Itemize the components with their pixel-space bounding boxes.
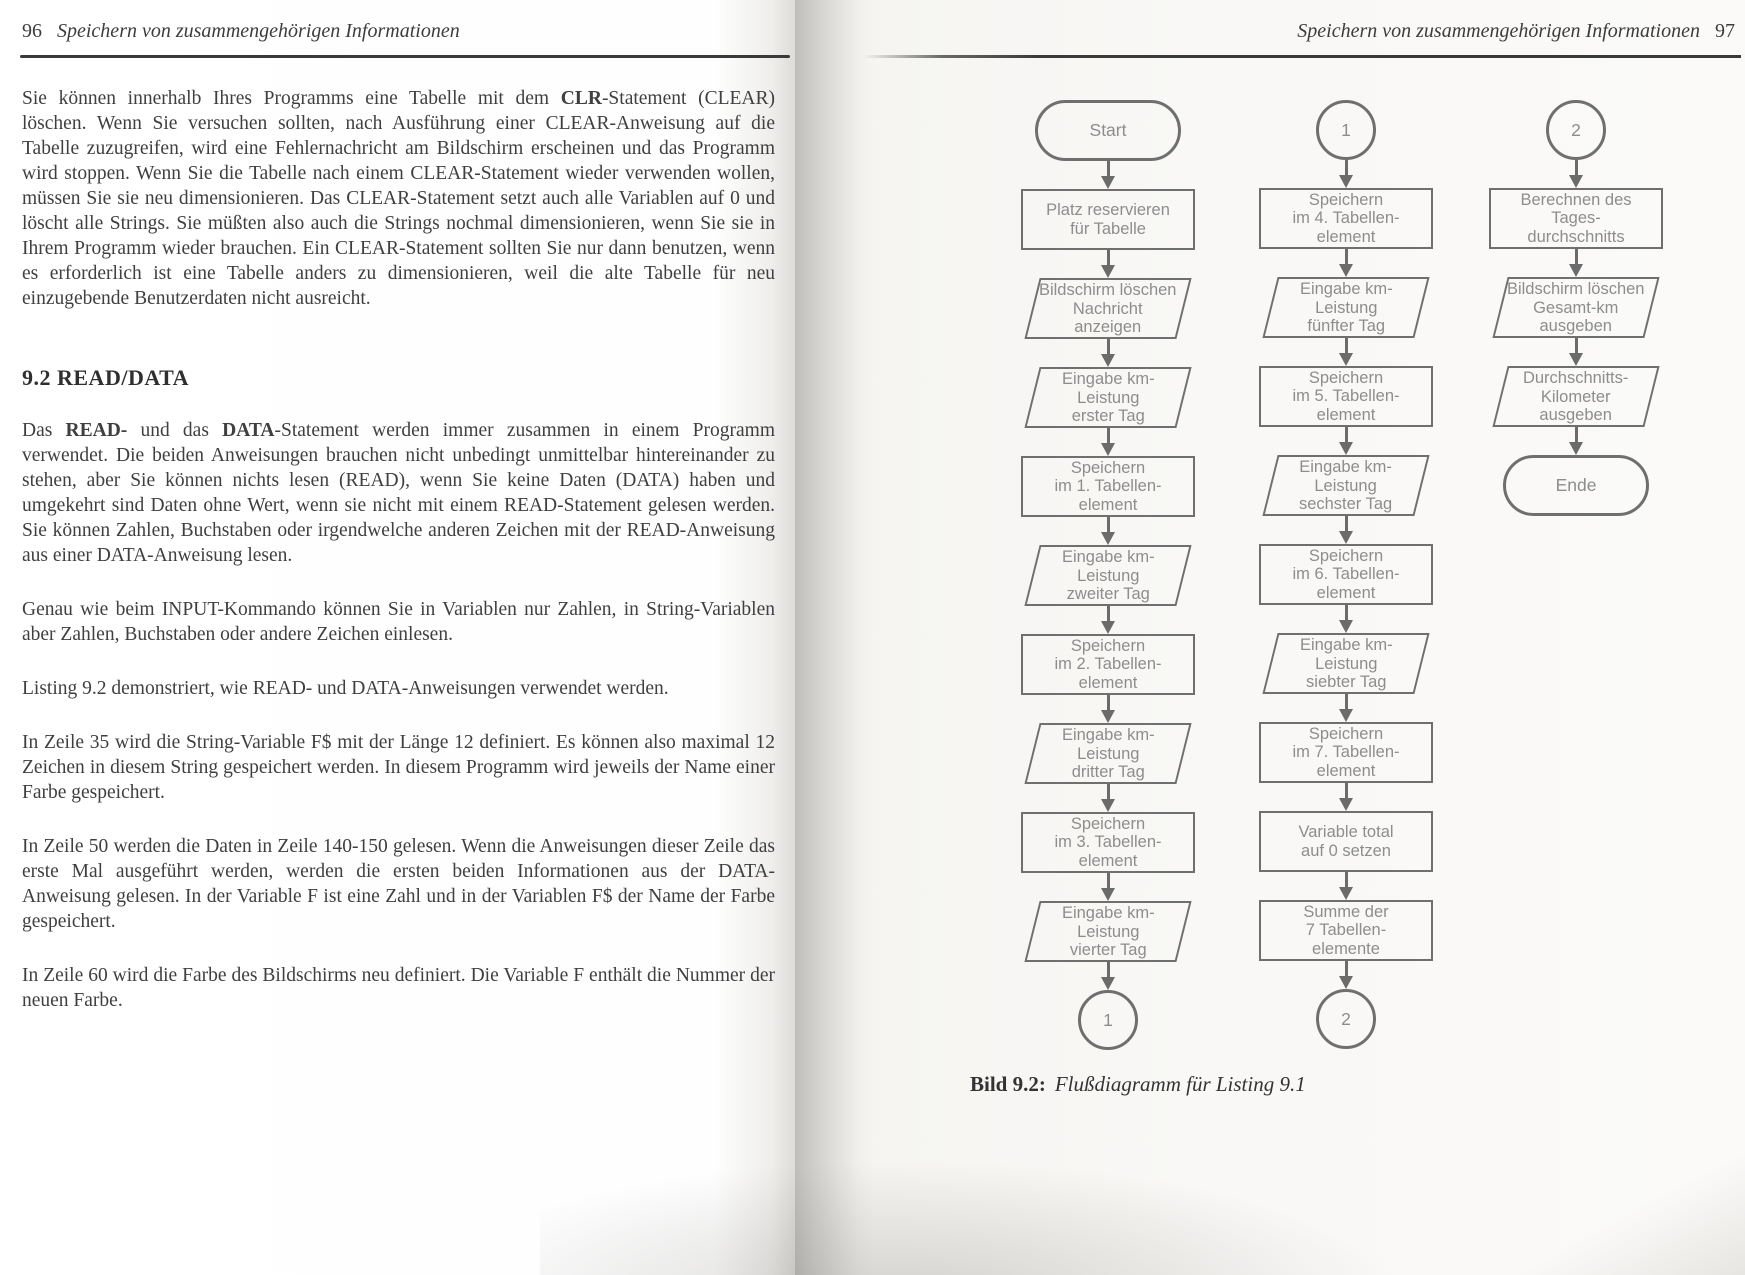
paragraph: In Zeile 50 werden die Daten in Zeile 140-150 gelesen. Wenn die Anweisungen dieser Zeile das erste Mal ausgeführt werden, werden die ersten beiden Informationen aus der DATA-Anweisung gelesen. In der Variable F ist eine Zahl und in der Variablen F$ der Name der Farbe gespeichert. (22, 836, 775, 932)
flowchart-node-process (1021, 634, 1195, 695)
down-arrow-icon (1338, 694, 1354, 722)
header-rule-left (20, 55, 790, 58)
page-number-right: 97 (1715, 20, 1735, 42)
down-arrow-icon (1568, 338, 1584, 366)
flowchart-column-1 (1018, 100, 1198, 1050)
flowchart-node-label: Berechnen des Tages- durchschnitts (1520, 190, 1632, 246)
paragraph: In Zeile 60 wird die Farbe des Bildschirms neu definiert. Die Variable F enthält die Nummer der neuen Farbe. (22, 965, 775, 1011)
down-arrow-icon (1568, 427, 1584, 455)
paragraph: In Zeile 35 wird die String-Variable F$ mit der Länge 12 definiert. Es können also maximal 12 Zeichen in diesem String gespeichert werden. In diesem Programm wird jeweils der Name einer Farbe gespeichert. (22, 732, 775, 803)
down-arrow-icon (1100, 873, 1116, 901)
down-arrow-icon (1338, 338, 1354, 366)
page-right (875, 0, 1745, 1275)
body-text-column (22, 86, 775, 1013)
flowchart-node-label: Speichern im 1. Tabellen- element (1054, 458, 1162, 514)
flowchart-node-connector (1078, 990, 1138, 1050)
flowchart-node-label: Eingabe km- Leistung sechster Tag (1299, 457, 1393, 513)
flowchart-node-label: Speichern im 3. Tabellen- element (1054, 814, 1162, 870)
flowchart-node-process (1259, 811, 1433, 872)
down-arrow-icon (1338, 872, 1354, 900)
down-arrow-icon (1338, 427, 1354, 455)
running-title-left: Speichern von zusammengehörigen Informationen (57, 20, 460, 42)
flowchart-node-io (1024, 545, 1191, 606)
flowchart-node-label: Eingabe km- Leistung erster Tag (1061, 369, 1155, 425)
paragraph: Das READ- und das DATA-Statement werden immer zusammen in einem Programm verwendet. Die beiden Anweisungen brauchen nicht unbedingt unmittelbar hintereinander zu stehen, aber Sie können nichts lesen (READ), wenn Sie keine Daten (DATA) haben und umgekehrt sind Daten ohne Wert, wenn sie nicht mit einem READ-Statement gelesen werden. Sie können Zahlen, Buchstaben oder irgendwelche anderen Zeichen mit der READ-Anweisung aus einer DATA-Anweisung lesen. (22, 420, 775, 566)
flowchart-column-2 (1256, 100, 1436, 1049)
flowchart-node-label: 1 (1341, 119, 1351, 140)
flowchart-node-label: 2 (1571, 119, 1581, 140)
flowchart-node-io (1024, 367, 1191, 428)
flowchart-node-label: Eingabe km- Leistung siebter Tag (1299, 635, 1393, 691)
down-arrow-icon (1100, 161, 1116, 189)
flowchart-node-label: Bildschirm löschen Nachricht anzeigen (1039, 280, 1177, 336)
flowchart-node-io (1024, 723, 1191, 784)
flowchart-node-label: Speichern im 6. Tabellen- element (1292, 546, 1400, 602)
flowchart-node-process (1259, 544, 1433, 605)
flowchart-node-label: Bildschirm löschen Gesamt-km ausgeben (1507, 279, 1645, 335)
flowchart-node-io (1492, 277, 1659, 338)
figure-caption-label: Bild 9.2: (970, 1072, 1046, 1096)
flowchart-node-process (1021, 812, 1195, 873)
flowchart-node-terminator (1503, 455, 1649, 516)
flowchart-node-io (1262, 633, 1429, 694)
flowchart-node-label: Ende (1555, 475, 1597, 496)
flowchart-node-label: Platz reservieren für Tabelle (1046, 201, 1170, 238)
down-arrow-icon (1338, 783, 1354, 811)
down-arrow-icon (1100, 784, 1116, 812)
flowchart-node-io (1262, 277, 1429, 338)
down-arrow-icon (1338, 249, 1354, 277)
flowchart-node-io (1024, 278, 1191, 339)
flowchart-node-label: Durchschnitts- Kilometer ausgeben (1523, 368, 1629, 424)
flowchart-node-io (1024, 901, 1191, 962)
page-left (0, 0, 795, 1275)
flowchart-node-label: Speichern im 7. Tabellen- element (1292, 724, 1400, 780)
flowchart-node-label: Eingabe km- Leistung fünfter Tag (1299, 279, 1393, 335)
down-arrow-icon (1100, 962, 1116, 990)
paragraph: Sie können innerhalb Ihres Programms eine Tabelle mit dem CLR-Statement (CLEAR) löschen. Wenn Sie versuchen sollten, nach Ausführung einer CLEAR-Anweisung auf die Tabelle zuzugreifen, wird eine Fehlernachricht am Bildschirm erscheinen und das Programm wird stoppen. Wenn Sie die Tabelle nach einem CLEAR-Statement wieder verwenden wollen, müssen Sie sie neu dimensionieren. Das CLEAR-Statement setzt auch alle Variablen auf 0 und löscht alle Strings. Sie müßten also auch die Strings nochmal dimensionieren, wenn Sie sie in Ihrem Programm wieder brauchen. Ein CLEAR-Statement sollten Sie nur dann benutzen, wenn es erforderlich ist eine Tabelle anders zu dimensionieren, weil die alte Tabelle für neu einzugebende Benutzerdaten nicht ausreicht. (22, 88, 775, 309)
down-arrow-icon (1100, 250, 1116, 278)
down-arrow-icon (1338, 605, 1354, 633)
flowchart-node-label: Eingabe km- Leistung dritter Tag (1061, 725, 1155, 781)
flowchart-column-3 (1486, 100, 1666, 516)
flowchart-node-label: Speichern im 4. Tabellen- element (1292, 190, 1400, 246)
flowchart-node-label: Start (1089, 120, 1127, 141)
down-arrow-icon (1568, 160, 1584, 188)
down-arrow-icon (1100, 517, 1116, 545)
flowchart-node-label: Eingabe km- Leistung zweiter Tag (1061, 547, 1155, 603)
down-arrow-icon (1100, 428, 1116, 456)
running-head-right (1297, 20, 1735, 43)
flowchart-node-connector (1546, 100, 1606, 160)
down-arrow-icon (1100, 339, 1116, 367)
flowchart-node-label: 1 (1103, 1009, 1113, 1030)
flowchart-node-process (1021, 189, 1195, 250)
running-title-right: Speichern von zusammengehörigen Informationen (1297, 20, 1700, 42)
flowchart-node-process (1259, 188, 1433, 249)
page-number-left: 96 (22, 20, 42, 42)
flowchart-node-io (1492, 366, 1659, 427)
down-arrow-icon (1338, 516, 1354, 544)
flowchart-node-label: 2 (1341, 1008, 1351, 1029)
flowchart-node-label: Variable total auf 0 setzen (1298, 823, 1394, 860)
flowchart-diagram (875, 100, 1745, 1080)
flowchart-node-process (1259, 900, 1433, 961)
flowchart-node-connector (1316, 100, 1376, 160)
running-head-left (22, 20, 460, 43)
down-arrow-icon (1100, 695, 1116, 723)
section-heading: 9.2 READ/DATA (22, 365, 190, 390)
flowchart-node-io (1262, 455, 1429, 516)
flowchart-node-process (1259, 722, 1433, 783)
header-rule-right (863, 55, 1741, 58)
figure-caption (970, 1072, 1306, 1097)
down-arrow-icon (1338, 961, 1354, 989)
paragraph: Listing 9.2 demonstriert, wie READ- und DATA-Anweisungen verwendet werden. (22, 678, 669, 699)
binding-gutter-shadow (795, 0, 875, 1275)
flowchart-node-process (1259, 366, 1433, 427)
paragraph: Genau wie beim INPUT-Kommando können Sie in Variablen nur Zahlen, in String-Variablen aber Zahlen, Buchstaben oder andere Zeichen einlesen. (22, 599, 775, 645)
down-arrow-icon (1100, 606, 1116, 634)
down-arrow-icon (1338, 160, 1354, 188)
flowchart-node-process (1489, 188, 1663, 249)
flowchart-node-label: Speichern im 5. Tabellen- element (1292, 368, 1400, 424)
flowchart-node-connector (1316, 989, 1376, 1049)
flowchart-node-label: Summe der 7 Tabellen- elemente (1303, 902, 1389, 958)
flowchart-node-label: Speichern im 2. Tabellen- element (1054, 636, 1162, 692)
flowchart-node-terminator (1035, 100, 1181, 161)
flowchart-node-label: Eingabe km- Leistung vierter Tag (1061, 903, 1155, 959)
flowchart-node-process (1021, 456, 1195, 517)
figure-caption-text: Flußdiagramm für Listing 9.1 (1054, 1072, 1306, 1096)
down-arrow-icon (1568, 249, 1584, 277)
